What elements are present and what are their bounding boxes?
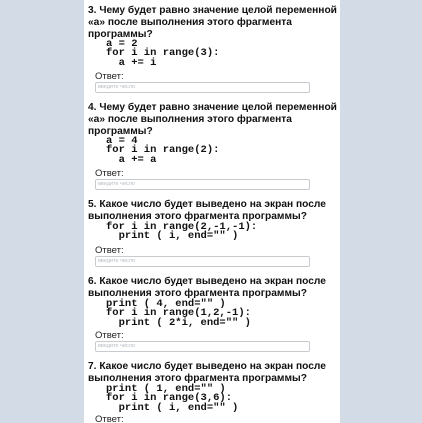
code-block: print ( 4, end="" ) for i in range(1,2,-1): print ( 2*i, end="" ) [106, 298, 251, 329]
answer-label: Ответ: [95, 330, 124, 341]
answer-label: Ответ: [95, 245, 124, 256]
question-title: 6. Какое число будет выведено на экран после выполнения этого фрагмента программы? [88, 276, 326, 299]
question-title: 4. Чему будет равно значение целой переменной «a» после выполнения этого фрагмента программы? [88, 102, 337, 137]
answer-input[interactable] [95, 82, 310, 93]
answer-label: Ответ: [95, 168, 124, 179]
answer-input[interactable] [95, 256, 310, 267]
code-block: a = 4 for i in range(2): a += a [106, 135, 220, 166]
answer-label: Ответ: [95, 71, 124, 82]
question-title: 3. Чему будет равно значение целой переменной «a» после выполнения этого фрагмента программы? [88, 5, 337, 40]
quiz-page [84, 0, 340, 423]
answer-input[interactable] [95, 341, 310, 352]
question-title: 5. Какое число будет выведено на экран после выполнения этого фрагмента программы? [88, 199, 326, 222]
code-block: a = 2 for i in range(3): a += i [106, 38, 220, 69]
code-block: for i in range(2,-1,-1): print ( i, end="" ) [106, 221, 258, 243]
answer-input[interactable] [95, 179, 310, 190]
question-title: 7. Какое число будет выведено на экран после выполнения этого фрагмента программы? [88, 361, 326, 384]
answer-label: Ответ: [95, 414, 124, 423]
code-block: print ( 1, end="" ) for i in range(3,6): print ( i, end="" ) [106, 383, 239, 414]
